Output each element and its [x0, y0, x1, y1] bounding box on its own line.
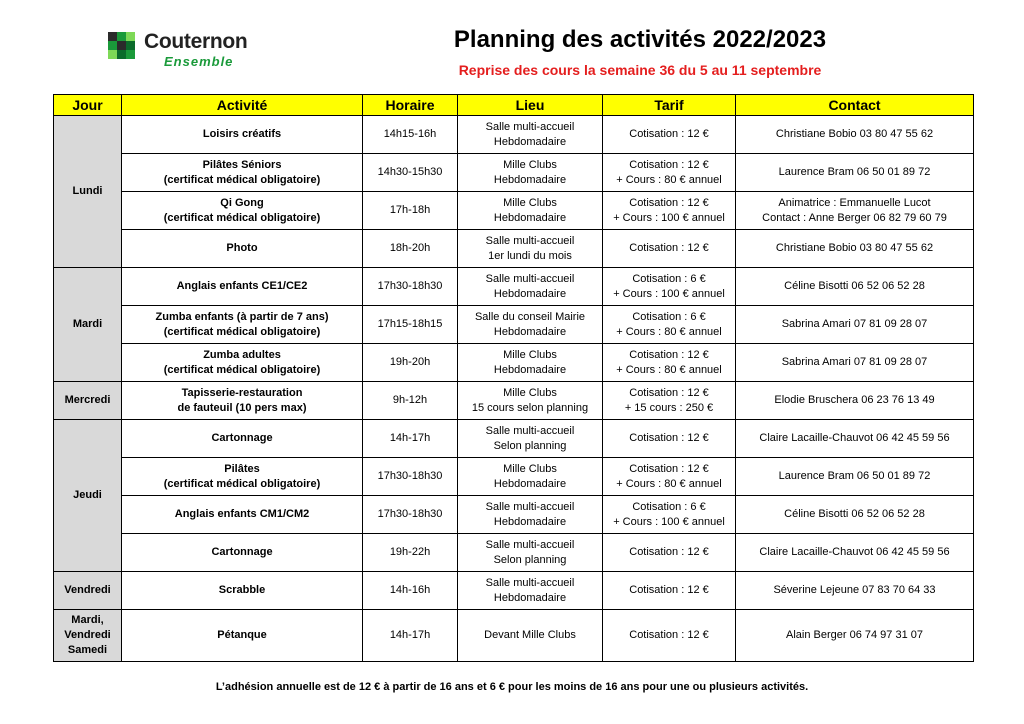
location-cell: [458, 382, 603, 420]
location-cell-line: 15 cours selon planning: [471, 401, 589, 414]
location-cell-line: Salle multi-accueil: [485, 424, 575, 437]
price-cell-line: Cotisation : 12 €: [629, 462, 709, 475]
logo-mark-icon: [108, 32, 136, 60]
time-cell: 17h-18h: [363, 192, 458, 230]
logo-subtitle: Ensemble: [164, 54, 234, 69]
location-cell: [458, 154, 603, 192]
table-header-row: [54, 95, 974, 116]
activity-cell: [122, 534, 363, 572]
activity-cell: [122, 382, 363, 420]
activity-cell-line: Pilâtes Séniors: [202, 158, 282, 171]
contact-cell-line: Sabrina Amari 07 81 09 28 07: [781, 318, 928, 330]
activity-cell-line: Photo: [226, 242, 258, 254]
time-cell: 19h-22h: [363, 534, 458, 572]
location-cell-line: Selon planning: [493, 553, 567, 566]
price-cell: [603, 534, 736, 572]
activity-cell: [122, 420, 363, 458]
contact-cell-line: Elodie Bruschera 06 23 76 13 49: [774, 394, 935, 406]
contact-cell-line: Christiane Bobio 03 80 47 55 62: [775, 242, 934, 254]
table-row: [54, 610, 974, 662]
logo-name: Couternon: [144, 30, 248, 53]
location-cell: [458, 420, 603, 458]
day-name-line: Mardi,: [71, 614, 104, 626]
activity-cell-line: (certificat médical obligatoire): [163, 173, 321, 186]
day-name-line: Vendredi: [64, 629, 111, 641]
price-cell-line: Cotisation : 12 €: [629, 386, 709, 399]
contact-cell: [736, 154, 974, 192]
location-cell-line: Hebdomadaire: [493, 211, 567, 224]
day-cell: Jeudi: [54, 420, 122, 572]
activity-cell: [122, 610, 363, 662]
price-cell: [603, 572, 736, 610]
location-cell-line: Devant Mille Clubs: [484, 629, 576, 641]
location-cell: [458, 116, 603, 154]
price-cell-line: Cotisation : 12 €: [629, 242, 709, 254]
activity-cell-line: Anglais enfants CE1/CE2: [176, 280, 308, 292]
activity-cell-line: (certificat médical obligatoire): [163, 325, 321, 338]
price-cell-line: Cotisation : 12 €: [629, 348, 709, 361]
location-cell-line: Salle multi-accueil: [485, 538, 575, 551]
activity-cell-line: de fauteuil (10 pers max): [177, 401, 307, 414]
contact-cell-line: Christiane Bobio 03 80 47 55 62: [775, 128, 934, 140]
location-cell-line: Hebdomadaire: [493, 477, 567, 490]
activity-cell-line: Scrabble: [218, 584, 266, 596]
location-cell-line: Salle multi-accueil: [485, 120, 575, 133]
contact-cell: [736, 382, 974, 420]
table-row: [54, 306, 974, 344]
contact-cell-line: Céline Bisotti 06 52 06 52 28: [784, 280, 925, 292]
header-contact: Contact: [736, 95, 974, 116]
price-cell-line: Cotisation : 12 €: [629, 196, 709, 209]
logo: [108, 30, 268, 74]
activity-cell: [122, 230, 363, 268]
price-cell-line: Cotisation : 6 €: [632, 500, 706, 513]
activity-cell-line: Cartonnage: [211, 432, 273, 444]
price-cell-line: Cotisation : 12 €: [629, 629, 709, 641]
location-cell-line: Selon planning: [493, 439, 567, 452]
price-cell-line: + Cours : 100 € annuel: [613, 211, 725, 224]
location-cell: [458, 610, 603, 662]
activity-cell-line: Tapisserie-restauration: [181, 386, 303, 399]
time-cell: 17h30-18h30: [363, 496, 458, 534]
page-subtitle: Reprise des cours la semaine 36 du 5 au 11 septembre: [458, 62, 822, 78]
header-lieu: Lieu: [458, 95, 603, 116]
time-cell: 9h-12h: [363, 382, 458, 420]
location-cell: [458, 268, 603, 306]
table-row: [54, 382, 974, 420]
activity-cell: [122, 344, 363, 382]
table-row: [54, 496, 974, 534]
activity-cell-line: Anglais enfants CM1/CM2: [174, 508, 310, 520]
contact-cell: [736, 344, 974, 382]
contact-cell-line: Claire Lacaille-Chauvot 06 42 45 59 56: [759, 546, 950, 558]
activity-cell-line: Pétanque: [217, 629, 267, 641]
activity-cell-line: Loisirs créatifs: [202, 128, 282, 140]
price-cell: [603, 610, 736, 662]
price-cell-line: Cotisation : 6 €: [632, 272, 706, 285]
schedule-table: [53, 94, 974, 662]
time-cell: 14h-17h: [363, 610, 458, 662]
activity-cell-line: Qi Gong: [220, 196, 264, 209]
location-cell-line: Hebdomadaire: [493, 173, 567, 186]
contact-cell: [736, 268, 974, 306]
activity-cell: [122, 458, 363, 496]
activity-cell-line: Zumba enfants (à partir de 7 ans): [155, 310, 329, 323]
contact-cell-line: Céline Bisotti 06 52 06 52 28: [784, 508, 925, 520]
contact-cell: [736, 458, 974, 496]
price-cell: [603, 420, 736, 458]
activity-cell-line: Pilâtes: [224, 462, 260, 475]
price-cell: [603, 116, 736, 154]
location-cell-line: Mille Clubs: [503, 386, 557, 399]
location-cell-line: Mille Clubs: [503, 462, 557, 475]
contact-cell: [736, 572, 974, 610]
contact-cell: [736, 496, 974, 534]
location-cell-line: Mille Clubs: [503, 196, 557, 209]
table-row: [54, 420, 974, 458]
page-title: Planning des activités 2022/2023: [453, 26, 827, 53]
contact-cell: [736, 610, 974, 662]
header-tarif: Tarif: [603, 95, 736, 116]
location-cell: [458, 344, 603, 382]
price-cell-line: + Cours : 100 € annuel: [613, 515, 725, 528]
activity-cell-line: (certificat médical obligatoire): [163, 363, 321, 376]
location-cell-line: 1er lundi du mois: [488, 249, 572, 262]
time-cell: 14h-17h: [363, 420, 458, 458]
contact-cell: [736, 534, 974, 572]
header-jour: Jour: [54, 95, 122, 116]
contact-cell-line: Sabrina Amari 07 81 09 28 07: [781, 356, 928, 368]
price-cell-line: + Cours : 80 € annuel: [616, 173, 722, 186]
location-cell-line: Hebdomadaire: [493, 287, 567, 300]
footer-note: L’adhésion annuelle est de 12 € à partir de 16 ans et 6 € pour les moins de 16 ans pour une ou plusieurs activités.: [215, 681, 809, 693]
table-row: [54, 192, 974, 230]
activity-cell-line: Cartonnage: [211, 546, 273, 558]
location-cell-line: Salle multi-accueil: [485, 234, 575, 247]
price-cell-line: + Cours : 80 € annuel: [616, 325, 722, 338]
location-cell: [458, 572, 603, 610]
activity-cell-line: (certificat médical obligatoire): [163, 477, 321, 490]
location-cell-line: Mille Clubs: [503, 158, 557, 171]
time-cell: 19h-20h: [363, 344, 458, 382]
contact-cell: [736, 230, 974, 268]
price-cell-line: Cotisation : 6 €: [632, 310, 706, 323]
contact-cell-line: Laurence Bram 06 50 01 89 72: [778, 470, 931, 482]
time-cell: 17h30-18h30: [363, 458, 458, 496]
activity-cell: [122, 154, 363, 192]
location-cell-line: Hebdomadaire: [493, 325, 567, 338]
price-cell: [603, 496, 736, 534]
table-row: [54, 344, 974, 382]
price-cell: [603, 382, 736, 420]
contact-cell-line: Alain Berger 06 74 97 31 07: [786, 629, 923, 641]
time-cell: 17h15-18h15: [363, 306, 458, 344]
location-cell-line: Hebdomadaire: [493, 135, 567, 148]
contact-cell-line: Contact : Anne Berger 06 82 79 60 79: [762, 211, 947, 224]
location-cell-line: Hebdomadaire: [493, 591, 567, 604]
contact-cell-line: Séverine Lejeune 07 83 70 64 33: [773, 584, 936, 596]
day-cell: Mercredi: [54, 382, 122, 420]
day-cell: Vendredi: [54, 572, 122, 610]
table-row: [54, 154, 974, 192]
location-cell: [458, 496, 603, 534]
activity-cell: [122, 116, 363, 154]
activity-cell: [122, 268, 363, 306]
price-cell-line: + Cours : 100 € annuel: [613, 287, 725, 300]
table-row: [54, 572, 974, 610]
time-cell: 14h30-15h30: [363, 154, 458, 192]
location-cell-line: Hebdomadaire: [493, 363, 567, 376]
contact-cell: [736, 192, 974, 230]
price-cell: [603, 306, 736, 344]
contact-cell-line: Claire Lacaille-Chauvot 06 42 45 59 56: [759, 432, 950, 444]
location-cell: [458, 534, 603, 572]
price-cell: [603, 344, 736, 382]
location-cell-line: Hebdomadaire: [493, 515, 567, 528]
time-cell: 14h-16h: [363, 572, 458, 610]
contact-cell-line: Laurence Bram 06 50 01 89 72: [778, 166, 931, 178]
activity-cell: [122, 192, 363, 230]
contact-cell: [736, 116, 974, 154]
header-activite: Activité: [122, 95, 363, 116]
day-cell: Mardi: [54, 268, 122, 382]
contact-cell-line: Animatrice : Emmanuelle Lucot: [778, 196, 931, 209]
location-cell: [458, 230, 603, 268]
table-row: [54, 116, 974, 154]
table-row: [54, 230, 974, 268]
contact-cell: [736, 420, 974, 458]
price-cell: [603, 192, 736, 230]
location-cell: [458, 306, 603, 344]
table-row: [54, 268, 974, 306]
price-cell-line: Cotisation : 12 €: [629, 546, 709, 558]
activity-cell-line: (certificat médical obligatoire): [163, 211, 321, 224]
price-cell-line: + Cours : 80 € annuel: [616, 363, 722, 376]
price-cell: [603, 458, 736, 496]
location-cell-line: Salle du conseil Mairie: [474, 310, 586, 323]
price-cell-line: Cotisation : 12 €: [629, 128, 709, 140]
contact-cell: [736, 306, 974, 344]
activity-cell: [122, 306, 363, 344]
table-body: [54, 116, 974, 662]
day-name-line: Samedi: [67, 644, 108, 656]
activity-cell: [122, 496, 363, 534]
price-cell-line: Cotisation : 12 €: [629, 432, 709, 444]
location-cell-line: Salle multi-accueil: [485, 500, 575, 513]
header-horaire: Horaire: [363, 95, 458, 116]
day-cell: Lundi: [54, 116, 122, 268]
table-row: [54, 458, 974, 496]
day-cell: [54, 610, 122, 662]
time-cell: 17h30-18h30: [363, 268, 458, 306]
location-cell-line: Salle multi-accueil: [485, 272, 575, 285]
location-cell: [458, 458, 603, 496]
time-cell: 14h15-16h: [363, 116, 458, 154]
activity-cell: [122, 572, 363, 610]
price-cell: [603, 154, 736, 192]
time-cell: 18h-20h: [363, 230, 458, 268]
location-cell-line: Salle multi-accueil: [485, 576, 575, 589]
location-cell: [458, 192, 603, 230]
price-cell: [603, 268, 736, 306]
price-cell-line: Cotisation : 12 €: [629, 584, 709, 596]
price-cell-line: + Cours : 80 € annuel: [616, 477, 722, 490]
table-row: [54, 534, 974, 572]
price-cell-line: + 15 cours : 250 €: [624, 401, 714, 414]
location-cell-line: Mille Clubs: [503, 348, 557, 361]
price-cell: [603, 230, 736, 268]
price-cell-line: Cotisation : 12 €: [629, 158, 709, 171]
activity-cell-line: Zumba adultes: [203, 348, 281, 361]
